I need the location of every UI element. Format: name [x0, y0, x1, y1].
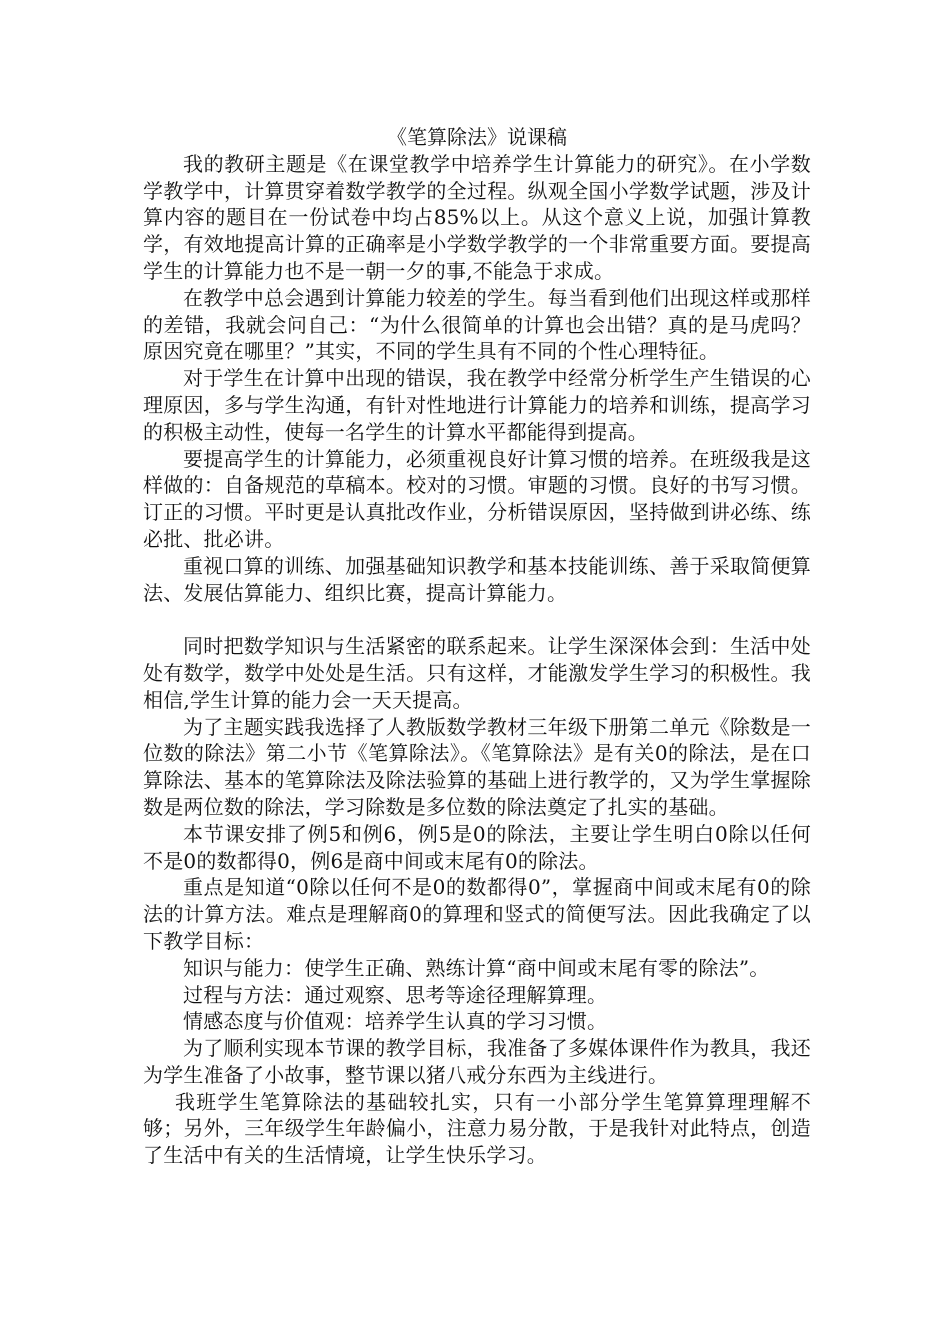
blank-line [143, 606, 811, 633]
paragraph-error-analysis: 对于学生在计算中出现的错误，我在教学中经常分析学生产生错误的心理原因，多与学生沟通，有针对性地进行计算能力的培养和训练，提高学习的积极主动性，使每一名学生的计算水平都能得到提高。 [143, 366, 811, 444]
paragraph-student-situation: 我班学生笔算除法的基础较扎实，只有一小部分学生笔算算理理解不够；另外，三年级学生年龄偏小，注意力易分散，于是我针对此特点，创造了生活中有关的生活情境，让学生快乐学习。 [143, 1089, 811, 1168]
paragraph-good-habits: 要提高学生的计算能力，必须重视良好计算习惯的培养。在班级我是这样做的：自备规范的草稿本。校对的习惯。审题的习惯。良好的书写习惯。订正的习惯。平时更是认真批改作业，分析错误原因，坚持做到讲必练、练必批、批必讲。 [143, 446, 811, 551]
document-title: 《笔算除法》说课稿 [387, 125, 567, 149]
paragraph-life-connection: 同时把数学知识与生活紧密的联系起来。让学生深深体会到：生活中处处有数学，数学中处处是生活。只有这样，才能激发学生学习的积极性。我相信,学生计算的能力会一天天提高。 [143, 634, 811, 712]
paragraph-teaching-aids: 为了顺利实现本节课的教学目标，我准备了多媒体课件作为教具，我还为学生准备了小故事，整节课以猪八戒分东西为主线进行。 [143, 1036, 811, 1087]
paragraph-weak-students: 在教学中总会遇到计算能力较差的学生。每当看到他们出现这样或那样的差错，我就会问自己：“为什么很简单的计算也会出错？真的是马虎吗？原因究竟在哪里？”其实，不同的学生具有不同的个性心理特征。 [143, 285, 811, 364]
paragraph-key-points: 重点是知道“0除以任何不是0的数都得0”，掌握商中间或末尾有0的除法的计算方法。难点是理解商0的算理和竖式的简便写法。因此我确定了以下教学目标： [143, 875, 811, 953]
paragraph-research-topic: 我的教研主题是《在课堂教学中培养学生计算能力的研究》。在小学数学教学中，计算贯穿着数学教学的全过程。纵观全国小学数学试题，涉及计算内容的题目在一份试卷中均占85%以上。从这个意义上说，加强计算教学，有效地提高计算的正确率是小学数学教学的一个非常重要方面。要提高学生的计算能力也不是一朝一夕的事,不能急于求成。 [143, 151, 811, 283]
paragraph-lesson-examples: 本节课安排了例5和例6，例5是0的除法，主要让学生明白0除以任何不是0的数都得0，例6是商中间或末尾有0的除法。 [143, 821, 811, 873]
paragraph-textbook-choice: 为了主题实践我选择了人教版数学教材三年级下册第二单元《除数是一位数的除法》第二小节《笔算除法》。《笔算除法》是有关0的除法，是在口算除法、基本的笔算除法及除法验算的基础上进行教学的，又为学生掌握除数是两位数的除法，学习除数是多位数的除法奠定了扎实的基础。 [143, 714, 811, 819]
paragraph-goal-process: 过程与方法：通过观察、思考等途径理解算理。 [183, 982, 608, 1007]
document-page [143, 124, 811, 1169]
paragraph-oral-calculation: 重视口算的训练、加强基础知识教学和基本技能训练、善于采取简便算法、发展估算能力、组织比赛，提高计算能力。 [143, 553, 811, 605]
paragraph-goal-attitude: 情感态度与价值观：培养学生认真的学习习惯。 [183, 1009, 608, 1034]
paragraph-goal-knowledge: 知识与能力：使学生正确、熟练计算“商中间或末尾有零的除法”。 [183, 955, 770, 980]
